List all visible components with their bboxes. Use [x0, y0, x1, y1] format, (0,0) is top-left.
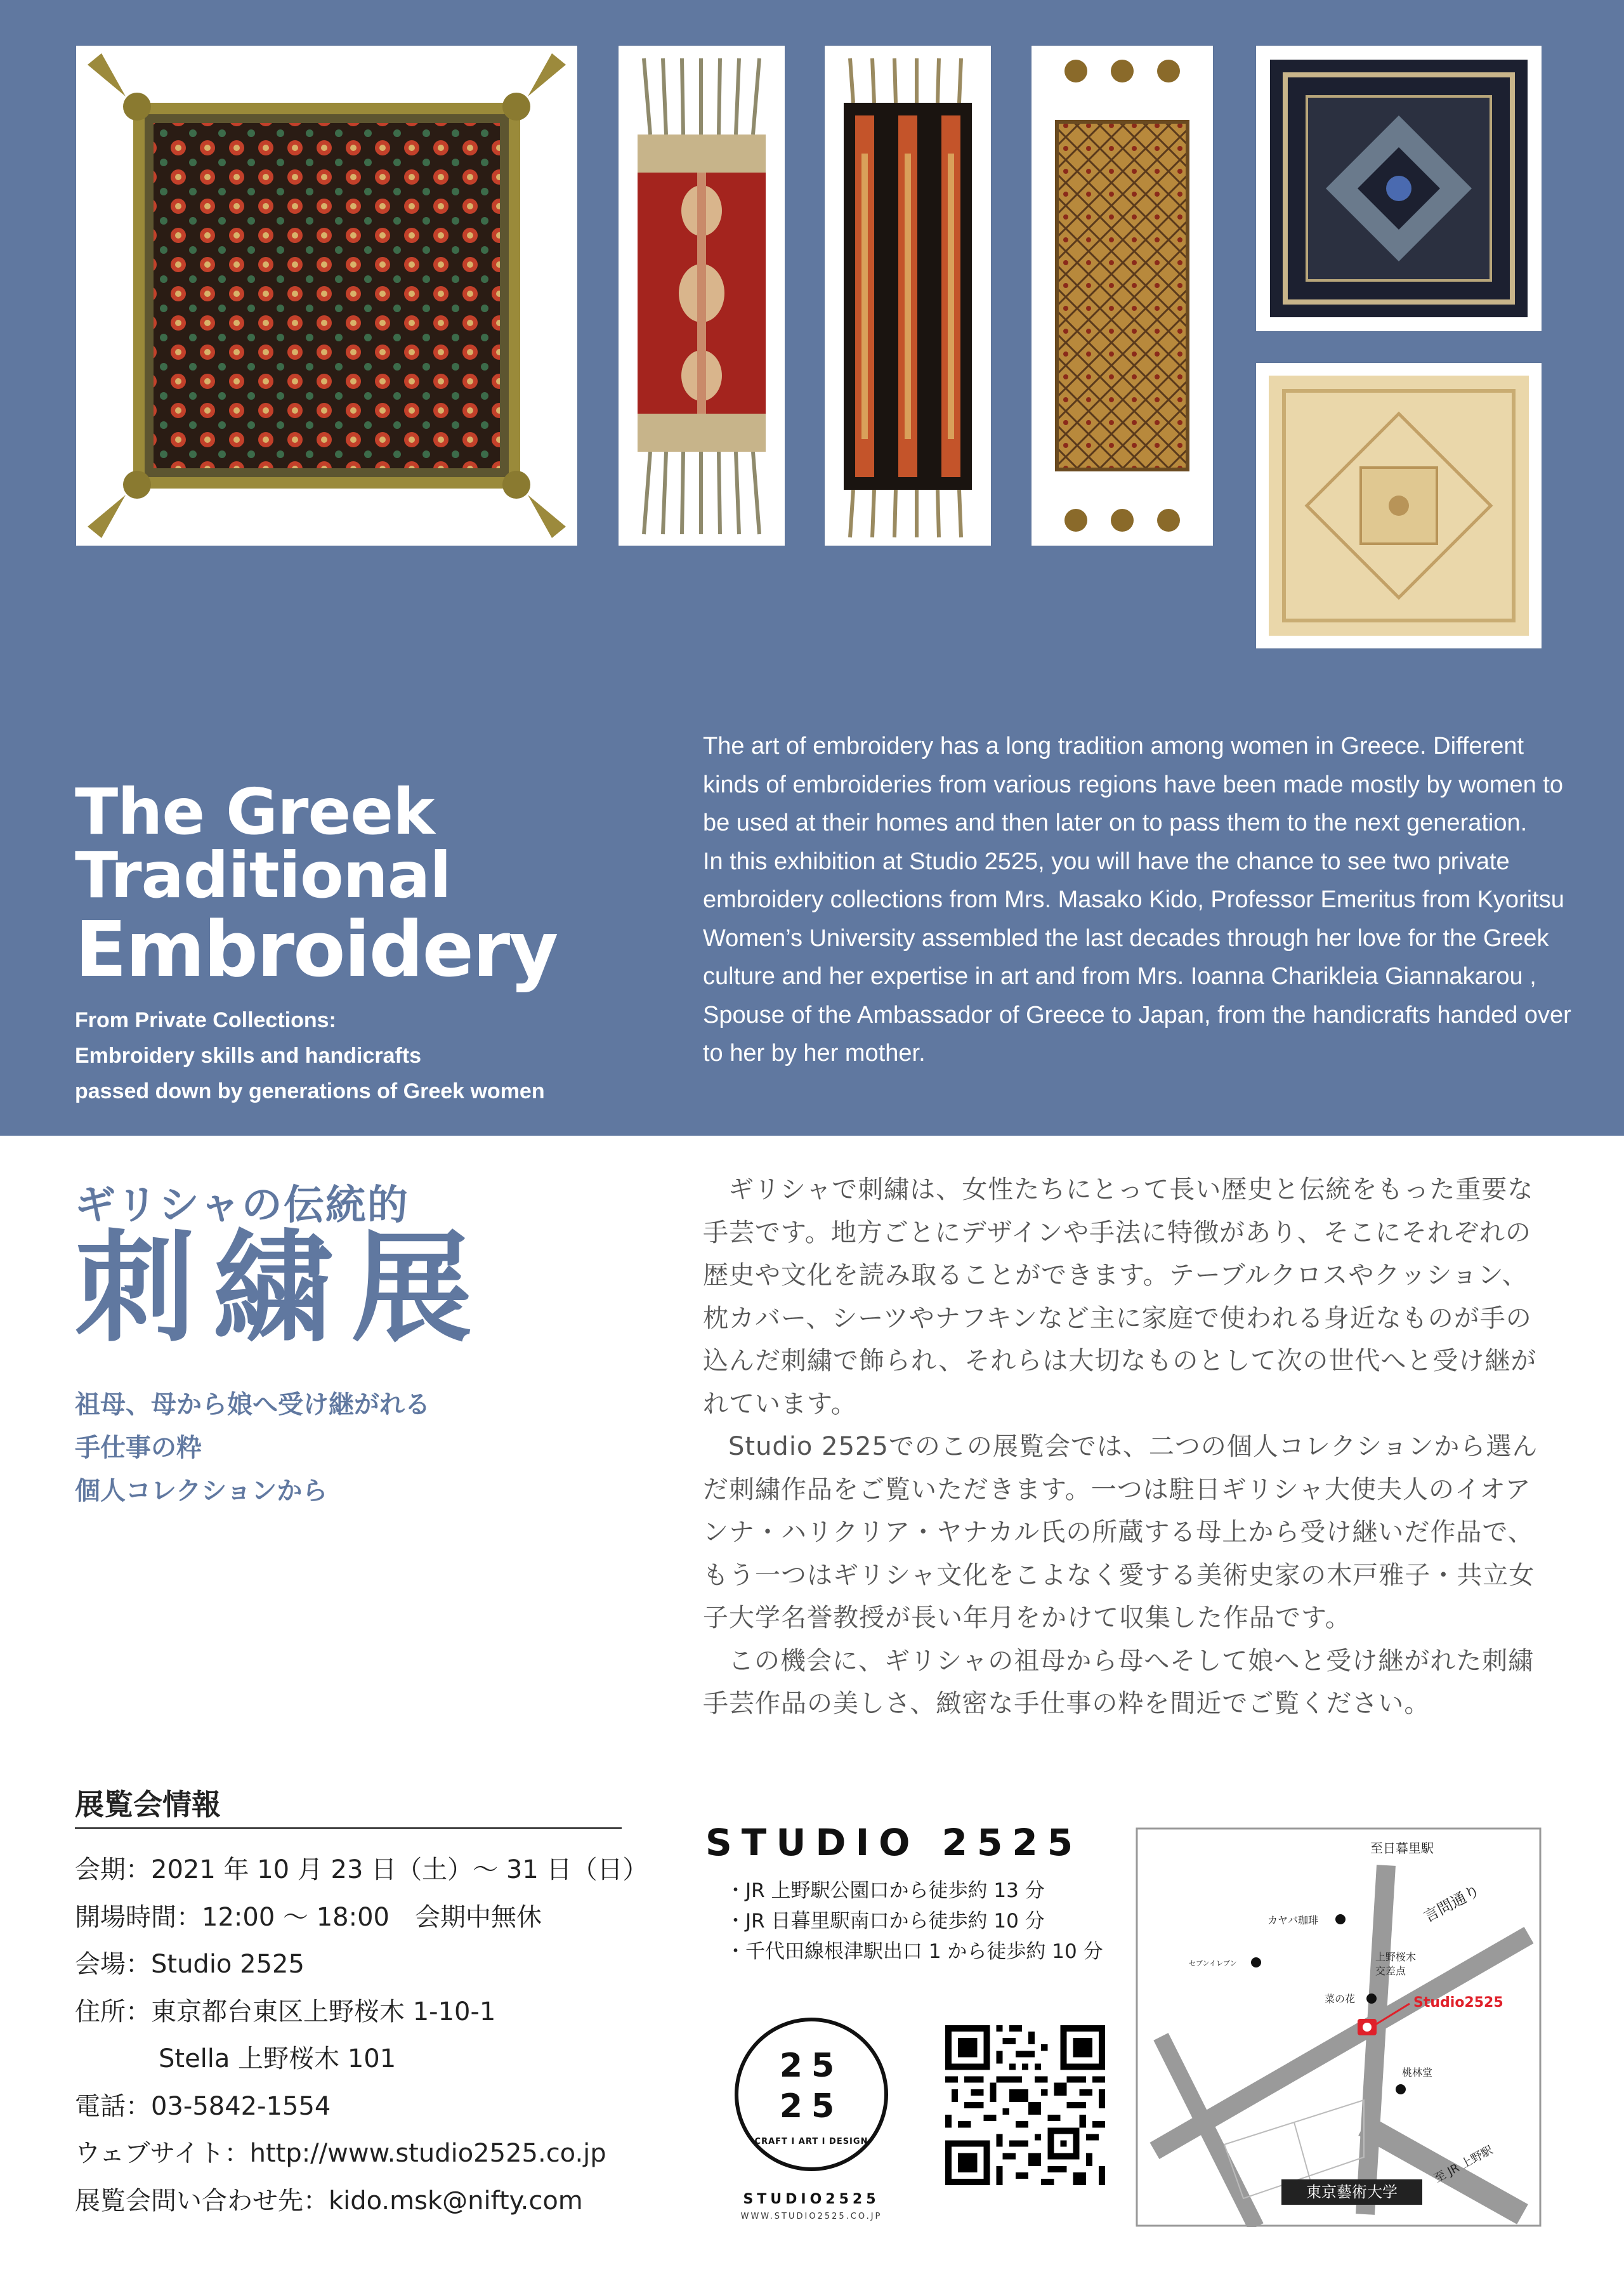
subtitle-line: 祖母、母から娘へ受け継がれる	[75, 1390, 430, 1419]
english-intro	[703, 727, 1578, 1073]
info-heading: 展覧会情報	[75, 1787, 221, 1822]
map-label-studio: Studio2525	[1413, 1995, 1503, 2011]
logo-wordmark: STUDIO2525	[743, 2191, 880, 2207]
map-label-kayaba: カヤバ珈琲	[1267, 1914, 1319, 1926]
map-marker-nanohana	[1366, 1993, 1377, 2004]
access-item: ・JR 日暮里駅南口から徒歩約 10 分	[726, 1910, 1045, 1933]
english-title	[75, 775, 558, 994]
hero-banner	[0, 0, 1624, 1136]
exhibition-info	[75, 1846, 648, 2224]
map-label-nanohana: 菜の花	[1325, 1993, 1356, 2005]
map-label-ueno-sakuragi: 上野桜木	[1375, 1951, 1417, 1963]
info-period: 会期：2021 年 10 月 23 日（土）～ 31 日（日）	[75, 1855, 648, 1884]
divider	[75, 1827, 622, 1829]
map-marker-seven	[1251, 1957, 1261, 1967]
embroidery-photo-lattice-runner	[1031, 46, 1213, 546]
studio-name: STUDIO 2525	[705, 1821, 1083, 1864]
subtitle-line: 手仕事の粋	[75, 1433, 202, 1462]
japanese-intro	[703, 1169, 1553, 1726]
info-address-building: Stella 上野桜木 101	[159, 2044, 396, 2073]
info-address: 住所：東京都台東区上野桜木 1-10-1	[75, 1997, 496, 2026]
title-line-1: The Greek	[75, 775, 435, 849]
info-hours: 開場時間：12:00 ～ 18:00 会期中無休	[75, 1902, 542, 1932]
embroidery-photo-square-tassels	[76, 46, 577, 546]
intro-paragraph: The art of embroidery has a long tradition among women in Greece. Different kinds of embroideries from various regions have been made mostly by women to be used at their homes and then later on to pass them to the next generation.	[703, 733, 1563, 836]
logo-number-bottom: 25	[779, 2087, 844, 2125]
subtitle-line: 個人コレクションから	[75, 1476, 328, 1506]
logo-url: WWW.STUDIO2525.CO.JP	[740, 2212, 882, 2221]
info-venue: 会場：Studio 2525	[75, 1950, 304, 1979]
intro-paragraph: In this exhibition at Studio 2525, you will have the chance to see two private embroidery collections from Mrs. Masako Kido, Professor Emeritus from Kyoritsu Women’s University assembled the last decades through her love for the Greek culture and her expertise in art and from Mrs. Ioanna Charikleia Giannakarou , Spouse of the Ambassador of Greece to Japan, from the handicrafts handed over to her by her mother.	[703, 848, 1571, 1067]
japanese-title-large: 刺繍展	[75, 1217, 490, 1358]
map-label-street: 言問通り	[1420, 1881, 1483, 1926]
map-label-to-ueno: 至 JR 上野駅	[1432, 2143, 1495, 2186]
subtitle-line: From Private Collections:	[75, 1008, 336, 1032]
embroidery-photo-red-runner	[619, 46, 785, 546]
map-label-intersection: 交差点	[1375, 1965, 1406, 1977]
title-line-2: Traditional	[75, 838, 451, 912]
title-line-3: Embroidery	[75, 906, 558, 994]
subtitle-line: passed down by generations of Greek women	[75, 1079, 545, 1103]
access-directions	[726, 1875, 1103, 1967]
qr-code-icon[interactable]	[945, 2025, 1105, 2185]
intro-paragraph: Studio 2525でのこの展覧会では、二つの個人コレクションから選んだ刺繍作品をご覧いただきます。一つは駐日ギリシャ大使夫人のイオアンナ・ハリクリア・ヤナカル氏の所蔵する母上から受け継いだ作品で、もう一つはギリシャ文化をこよなく愛する美術史家の木戸雅子・共立女子大学名誉教授が長い年月をかけて収集した作品です。	[703, 1432, 1538, 1632]
map-label-university: 東京藝術大学	[1306, 2183, 1398, 2201]
japanese-title-small: ギリシャの伝統的	[75, 1182, 409, 1229]
logo-number-top: 25	[779, 2047, 844, 2085]
japanese-subtitle	[75, 1383, 430, 1513]
access-map[interactable]	[1136, 1827, 1542, 2227]
map-label-north: 至日暮里駅	[1370, 1841, 1434, 1856]
subtitle-line: Embroidery skills and handicrafts	[75, 1044, 422, 1068]
studio-logo	[735, 2018, 888, 2171]
access-item: ・JR 上野駅公園口から徒歩約 13 分	[726, 1879, 1045, 1902]
intro-paragraph: ギリシャで刺繍は、女性たちにとって長い歴史と伝統をもった重要な手芸です。地方ごとにデザインや手法に特徴があり、そこにそれぞれの歴史や文化を読み取ることができます。テーブルクロスやクッション、枕カバー、シーツやナフキンなど主に家庭で使われる身近なものが手の込んだ刺繍で飾られ、それらは大切なものとして次の世代へと受け継がれています。	[703, 1175, 1537, 1419]
access-item: ・千代田線根津駅出口 1 から徒歩約 10 分	[726, 1940, 1103, 1963]
embroidery-photo-dark-runner	[825, 46, 991, 546]
embroidery-photo-dark-square	[1256, 46, 1542, 331]
english-subtitle	[75, 1002, 545, 1109]
map-label-seven: セブンイレブン	[1189, 1959, 1237, 1967]
map-marker-kayaba	[1335, 1914, 1346, 1924]
info-website[interactable]: ウェブサイト：http://www.studio2525.co.jp	[75, 2139, 606, 2168]
info-contact[interactable]: 展覧会問い合わせ先：kido.msk@nifty.com	[75, 2186, 583, 2216]
info-phone: 電話：03-5842-1554	[75, 2091, 331, 2121]
logo-tagline: CRAFT I ART I DESIGN	[754, 2137, 868, 2146]
intro-paragraph: この機会に、ギリシャの祖母から母へそして娘へと受け継がれた刺繍手芸作品の美しさ、緻密な手仕事の粋を間近でご覧ください。	[703, 1646, 1535, 1718]
map-label-tourindo: 桃林堂	[1402, 2066, 1433, 2079]
map-marker-tourindo	[1396, 2084, 1406, 2094]
embroidery-photo-cream-square	[1256, 363, 1542, 648]
